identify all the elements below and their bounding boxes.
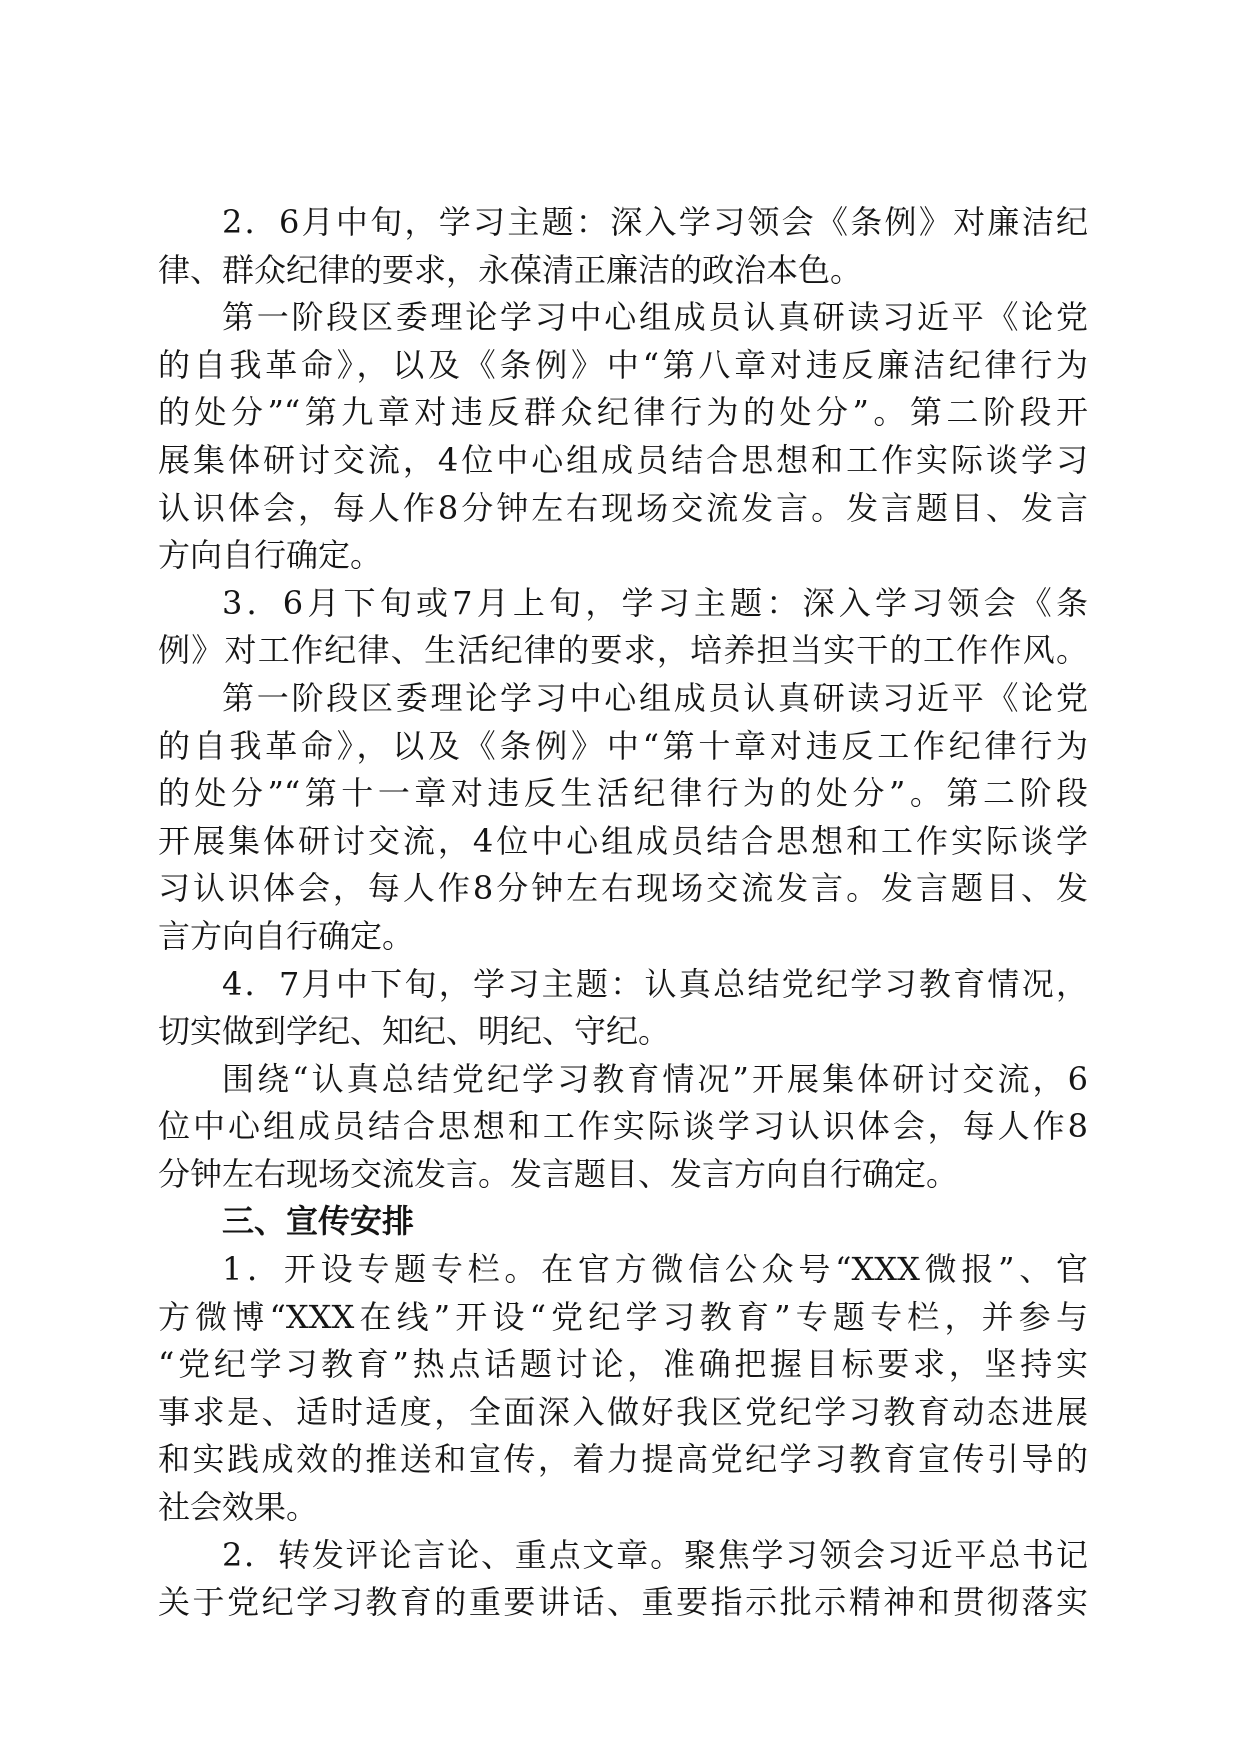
item-3-study-topic [158,580,1088,675]
text-line: 习认识体会，每人作8分钟左右现场交流发言。发言题目、发 [158,869,1088,908]
text-line: 律、群众纪律的要求，永葆清正廉洁的政治本色。 [158,250,863,289]
item-2-study-arrangement [158,294,1088,580]
text-line: 分钟左右现场交流发言。发言题目、发言方向自行确定。 [158,1154,959,1193]
text-line: 围绕“认真总结党纪学习教育情况”开展集体研讨交流，6 [222,1059,1088,1098]
text-line: 的自我革命》，以及《条例》中“第十章对违反工作纪律行为 [158,726,1088,765]
publicity-item-2 [158,1532,1088,1627]
text-line: 切实做到学纪、知纪、明纪、守纪。 [158,1012,671,1051]
item-3-study-arrangement [158,675,1088,961]
text-line: 的自我革命》，以及《条例》中“第八章对违反廉洁纪律行为 [158,345,1088,384]
text-line: 展集体研讨交流，4位中心组成员结合思想和工作实际谈学习 [158,440,1088,479]
text-line: 3．6月下旬或7月上旬，学习主题：深入学习领会《条 [222,583,1088,622]
item-4-study-arrangement [158,1056,1088,1199]
text-line: 1．开设专题专栏。在官方微信公众号“XXX微报”、官 [222,1250,1088,1289]
text-line: 事求是、适时适度，全面深入做好我区党纪学习教育动态进展 [158,1392,1088,1431]
text-line: 方微博“XXX在线”开设“党纪学习教育”专题专栏，并参与 [158,1297,1088,1336]
text-line: 方向自行确定。 [158,536,383,575]
section-heading-text: 三、宣传安排 [222,1202,415,1241]
item-2-study-topic [158,199,1088,294]
text-line: 2．转发评论言论、重点文章。聚焦学习领会习近平总书记 [222,1535,1088,1574]
item-4-study-topic [158,961,1088,1056]
text-line: 例》对工作纪律、生活纪律的要求，培养担当实干的工作作风。 [158,631,1088,670]
section-heading-publicity [158,1198,1088,1246]
text-line: 第一阶段区委理论学习中心组成员认真研读习近平《论党 [222,298,1088,337]
text-line: 位中心组成员结合思想和工作实际谈学习认识体会，每人作8 [158,1107,1088,1146]
text-line: 的处分”“第十一章对违反生活纪律行为的处分”。第二阶段 [158,774,1088,813]
text-line: 第一阶段区委理论学习中心组成员认真研读习近平《论党 [222,678,1088,717]
publicity-item-1 [158,1246,1088,1532]
text-line: 关于党纪学习教育的重要讲话、重要指示批示精神和贯彻落实 [158,1583,1088,1622]
text-line: 2．6月中旬，学习主题：深入学习领会《条例》对廉洁纪 [222,203,1088,241]
text-line: 言方向自行确定。 [158,916,415,955]
text-line: 的处分”“第九章对违反群众纪律行为的处分”。第二阶段开 [158,393,1088,432]
text-line: 4．7月中下旬，学习主题：认真总结党纪学习教育情况， [222,964,1088,1003]
text-line: 认识体会，每人作8分钟左右现场交流发言。发言题目、发言 [158,488,1088,527]
document-body [158,199,1088,1627]
text-line: 社会效果。 [158,1488,319,1527]
text-line: 和实践成效的推送和宣传，着力提高党纪学习教育宣传引导的 [158,1440,1088,1479]
text-line: “党纪学习教育”热点话题讨论，准确把握目标要求，坚持实 [158,1345,1088,1384]
text-line: 开展集体研讨交流，4位中心组成员结合思想和工作实际谈学 [158,821,1088,860]
